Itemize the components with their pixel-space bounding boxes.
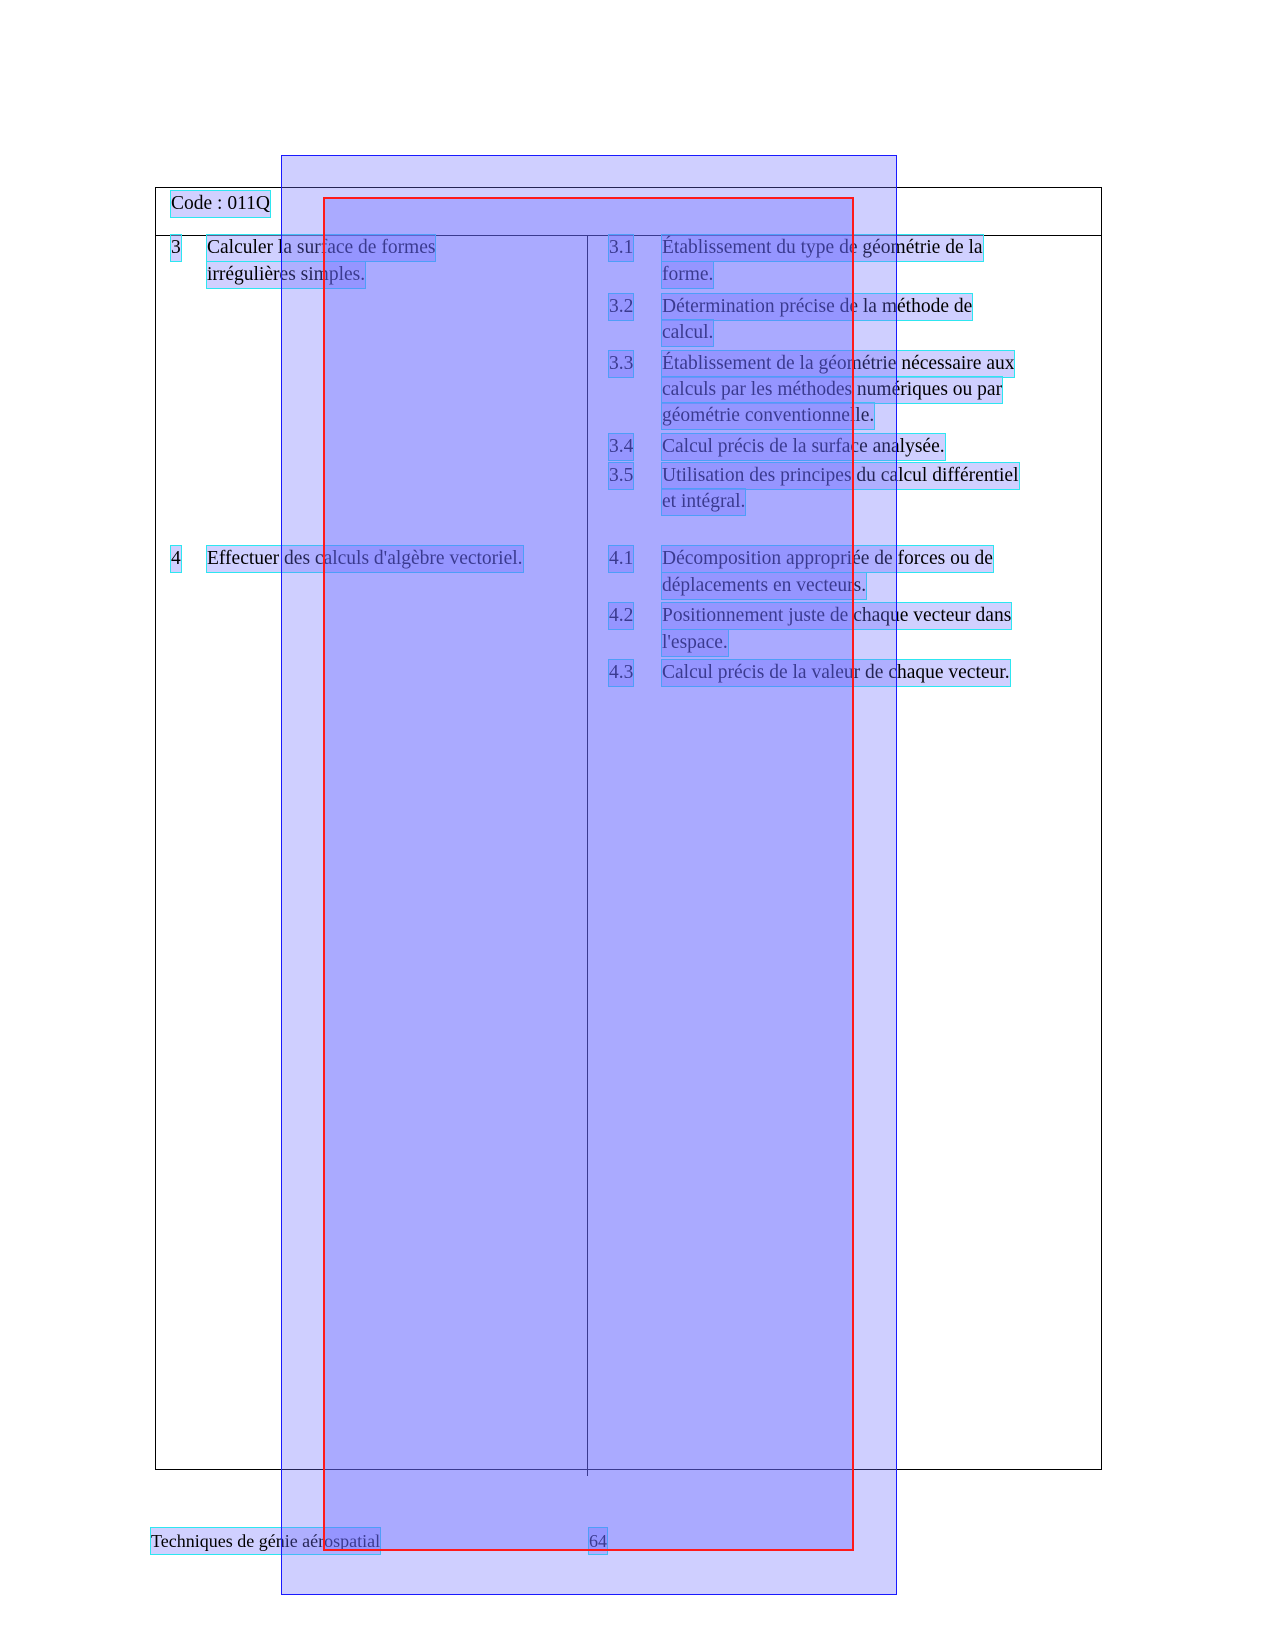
criterion-text: Décomposition appropriée de forces ou de [662,546,993,572]
criterion-text: Positionnement juste de chaque vecteur dans [662,603,1011,629]
code-label: Code : 011Q [171,191,270,217]
criterion-text: calcul. [662,320,713,346]
criterion-number: 4.3 [609,660,633,686]
overlay-region-inner [323,197,854,1551]
criterion-number: 4.1 [609,546,633,572]
criterion-text: calculs par les méthodes numériques ou par [662,377,1002,403]
footer-program: Techniques de génie aérospatial [151,1528,380,1554]
criterion-number: 4.2 [609,603,633,629]
competency-number: 3 [171,235,181,261]
criterion-text: Établissement du type de géométrie de la [662,235,983,261]
criterion-number: 3.4 [609,434,633,460]
criterion-number: 3.5 [609,463,633,489]
criterion-number: 3.2 [609,294,633,320]
criterion-text: Calcul précis de la surface analysée. [662,434,945,460]
competency-title: Effectuer des calculs d'algèbre vectoriel. [207,546,523,572]
criterion-text: forme. [662,262,713,288]
competency-title: Calculer la surface de formes [207,235,435,261]
criterion-text: Établissement de la géométrie nécessaire aux [662,351,1014,377]
criterion-number: 3.1 [609,235,633,261]
criterion-text: déplacements en vecteurs. [662,573,866,599]
criterion-text: Détermination précise de la méthode de [662,294,972,320]
competency-title: irrégulières simples. [207,262,365,288]
criterion-text: géométrie conventionnelle. [662,403,874,429]
criterion-text: Utilisation des principes du calcul différentiel [662,463,1019,489]
criterion-text: l'espace. [662,630,728,656]
criterion-text: Calcul précis de la valeur de chaque vecteur. [662,660,1010,686]
competency-number: 4 [171,546,181,572]
footer-page-number: 64 [589,1528,607,1554]
criterion-text: et intégral. [662,489,745,515]
criterion-number: 3.3 [609,351,633,377]
